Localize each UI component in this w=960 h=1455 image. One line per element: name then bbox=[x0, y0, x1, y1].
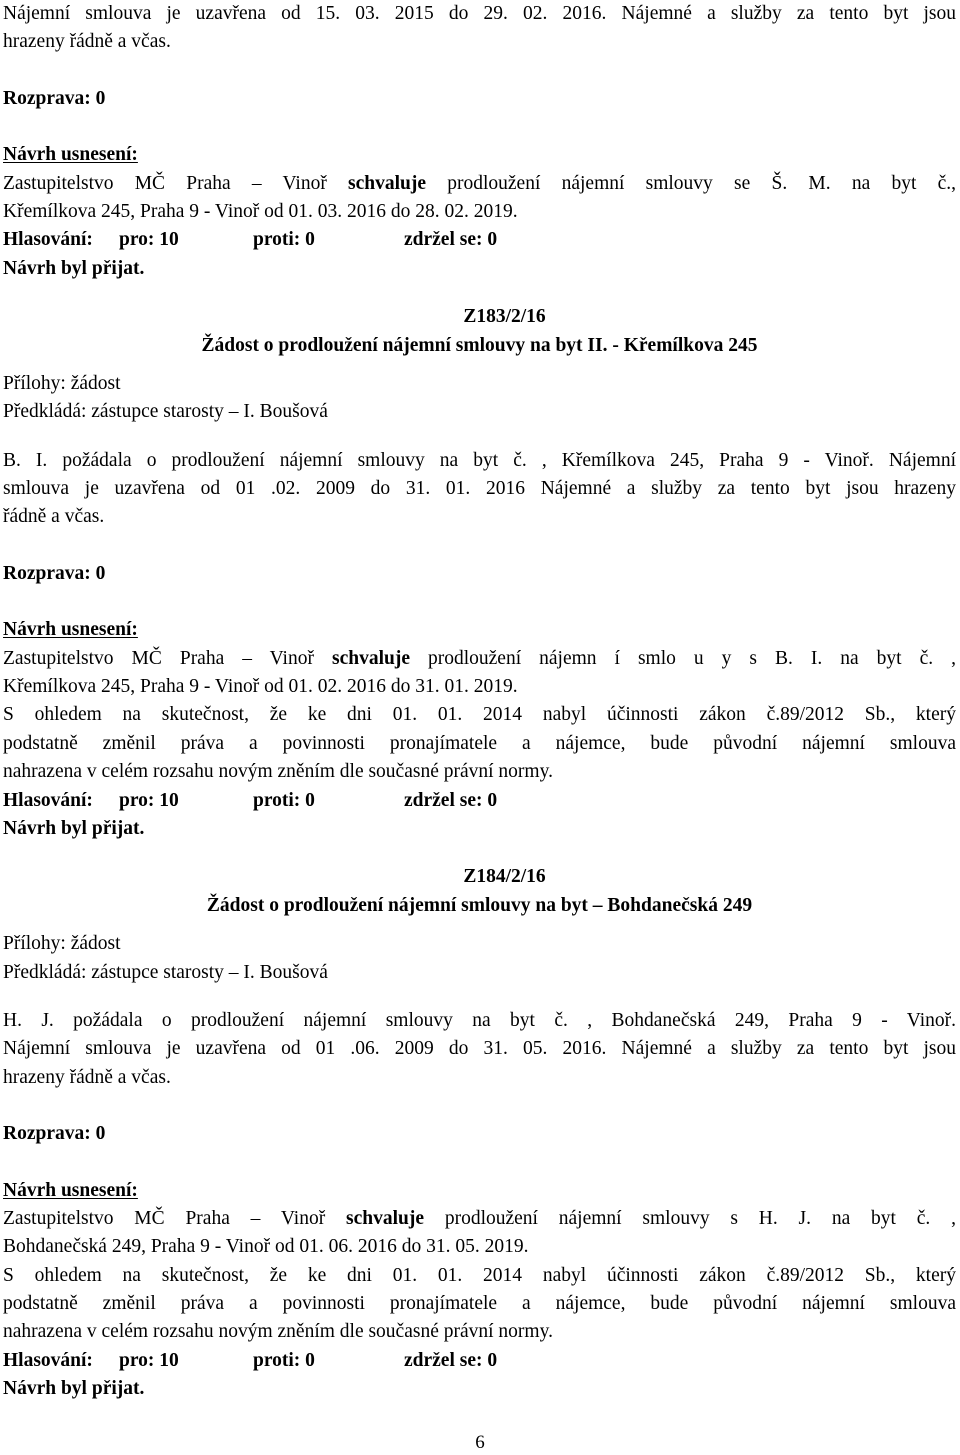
body-text-line: hrazeny řádně a včas. bbox=[3, 31, 171, 53]
vote-against: proti: 0 bbox=[253, 789, 315, 811]
resolution-line bbox=[3, 645, 956, 673]
resolution-line bbox=[3, 1205, 956, 1233]
attachments: Přílohy: žádost bbox=[3, 372, 121, 394]
vote-line bbox=[3, 226, 956, 254]
resolution-verb: schvaluje bbox=[346, 1207, 425, 1229]
resolution-line: Bohdanečská 249, Praha 9 - Vinoř od 01. 06. 2016 do 31. 05. 2019. bbox=[3, 1236, 529, 1258]
item-number: Z183/2/16 bbox=[463, 306, 546, 328]
resolution-text: Zastupitelstvo MČ Praha – Vinoř bbox=[3, 647, 332, 669]
proposal-heading: Návrh usnesení: bbox=[3, 619, 138, 641]
resolution-line: Křemílkova 245, Praha 9 - Vinoř od 01. 02. 2016 do 31. 01. 2019. bbox=[3, 676, 518, 698]
resolution-line: nahrazena v celém rozsahu novým zněním dle současné právní normy. bbox=[3, 761, 553, 783]
resolution-text: Zastupitelstvo MČ Praha – Vinoř bbox=[3, 1207, 347, 1229]
vote-for: pro: 10 bbox=[119, 229, 179, 251]
body-text-line: Nájemní smlouva je uzavřena od 01 .06. 2009 do 31. 05. 2016. Nájemné a služby za tento byt jsou bbox=[3, 1038, 956, 1060]
vote-abstain: zdržel se: 0 bbox=[404, 789, 498, 811]
vote-label: Hlasování: bbox=[3, 789, 93, 811]
top-section bbox=[3, 0, 956, 283]
item-number: Z184/2/16 bbox=[463, 866, 546, 888]
presenter: Předkládá: zástupce starosty – I. Boušová bbox=[3, 401, 328, 423]
vote-against: proti: 0 bbox=[253, 229, 315, 251]
resolution-line bbox=[3, 170, 956, 198]
item-z184 bbox=[3, 863, 956, 1403]
discussion-label: Rozprava: 0 bbox=[3, 562, 106, 584]
discussion-label: Rozprava: 0 bbox=[3, 87, 106, 109]
item-title bbox=[3, 892, 956, 920]
vote-label: Hlasování: bbox=[3, 1349, 93, 1371]
page-number: 6 bbox=[475, 1432, 485, 1453]
resolution-verb: schvaluje bbox=[348, 172, 427, 194]
resolution-line: nahrazena v celém rozsahu novým zněním dle současné právní normy. bbox=[3, 1321, 553, 1343]
vote-label: Hlasování: bbox=[3, 229, 93, 251]
resolution-text: prodloužení nájemní smlouvy s H. J. na byt č. , bbox=[424, 1207, 956, 1229]
vote-abstain: zdržel se: 0 bbox=[404, 229, 498, 251]
vote-result: Návrh byl přijat. bbox=[3, 257, 145, 279]
document-page bbox=[3, 0, 956, 1404]
discussion-label: Rozprava: 0 bbox=[3, 1123, 106, 1145]
item-title: Žádost o prodloužení nájemní smlouvy na byt II. - Křemílkova 245 bbox=[201, 334, 758, 356]
resolution-line: Křemílkova 245, Praha 9 - Vinoř od 01. 03. 2016 do 28. 02. 2019. bbox=[3, 200, 518, 222]
vote-result: Návrh byl přijat. bbox=[3, 1378, 145, 1400]
vote-line bbox=[3, 1347, 956, 1375]
body-text-line: H. J. požádala o prodloužení nájemní smlouvy na byt č. , Bohdanečská 249, Praha 9 - Vinoř. bbox=[3, 1009, 956, 1031]
attachments: Přílohy: žádost bbox=[3, 933, 121, 955]
resolution-text: Zastupitelstvo MČ Praha – Vinoř bbox=[3, 172, 349, 194]
item-z183 bbox=[3, 303, 956, 843]
vote-against: proti: 0 bbox=[253, 1349, 315, 1371]
resolution-line: podstatně změnil práva a povinnosti pronajímatele a nájemce, bude původní nájemní smlouva bbox=[3, 732, 956, 754]
vote-for: pro: 10 bbox=[119, 789, 179, 811]
presenter: Předkládá: zástupce starosty – I. Boušová bbox=[3, 961, 328, 983]
resolution-line: S ohledem na skutečnost, že ke dni 01. 01. 2014 nabyl účinnosti zákon č.89/2012 Sb., který bbox=[3, 1264, 956, 1286]
resolution-text: prodloužení nájemní smlouvy se Š. M. na byt č., bbox=[426, 172, 956, 194]
item-title-text: Žádost o prodloužení nájemní smlouvy na byt – Bohdanečská 249 bbox=[206, 894, 753, 916]
resolution-verb: schvaluje bbox=[331, 647, 410, 669]
vote-abstain: zdržel se: 0 bbox=[404, 1349, 498, 1371]
resolution-line: podstatně změnil práva a povinnosti pronajímatele a nájemce, bude původní nájemní smlouva bbox=[3, 1293, 956, 1315]
resolution-line: S ohledem na skutečnost, že ke dni 01. 01. 2014 nabyl účinnosti zákon č.89/2012 Sb., který bbox=[3, 704, 956, 726]
resolution-text: prodloužení nájemn í smlo u y s B. I. na byt č. , bbox=[409, 647, 956, 669]
body-text-line: Nájemní smlouva je uzavřena od 15. 03. 2015 do 29. 02. 2016. Nájemné a služby za tento byt jsou bbox=[3, 3, 956, 24]
body-text-line: hrazeny řádně a včas. bbox=[3, 1066, 171, 1088]
body-text-line: řádně a včas. bbox=[3, 506, 105, 528]
vote-result: Návrh byl přijat. bbox=[3, 817, 145, 839]
body-text-line: smlouva je uzavřena od 01 .02. 2009 do 31. 01. 2016 Nájemné a služby za tento byt jsou hrazeny bbox=[3, 478, 956, 500]
proposal-heading: Návrh usnesení: bbox=[3, 144, 138, 166]
body-text-line: B. I. požádala o prodloužení nájemní smlouvy na byt č. , Křemílkova 245, Praha 9 - Vinoř. Nájemní bbox=[3, 449, 956, 471]
vote-line bbox=[3, 787, 956, 815]
proposal-heading: Návrh usnesení: bbox=[3, 1179, 138, 1201]
vote-for: pro: 10 bbox=[119, 1349, 179, 1371]
